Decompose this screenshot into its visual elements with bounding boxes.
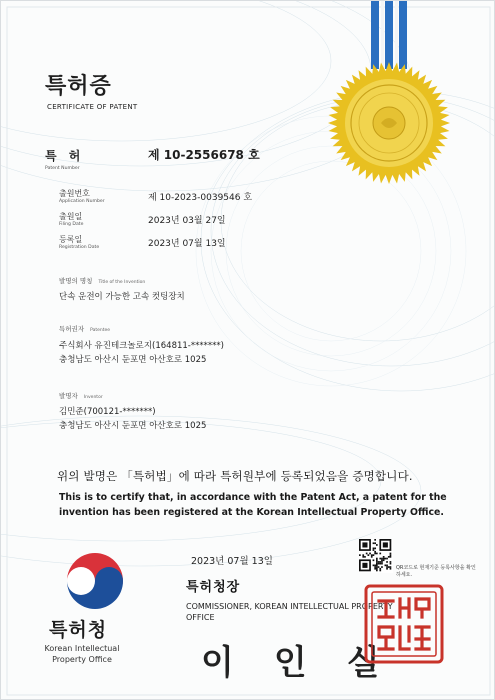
filing-date-value: 2023년 03월 27일: [148, 216, 226, 226]
registration-date-value: 2023년 07월 13일: [148, 239, 226, 249]
patentee-address: 충청남도 아산시 둔포면 아산호로 1025: [59, 355, 207, 365]
patent-number-value: 제 10-2556678 호: [148, 148, 260, 162]
invention-title-label: 발명의 명칭 Title of the Invention: [59, 277, 146, 285]
application-number-value: 제 10-2023-0039546 호: [148, 193, 253, 203]
gold-seal-icon: [327, 61, 451, 185]
qr-code-icon[interactable]: [359, 539, 393, 573]
commissioner-title-ko: 특허청장: [186, 580, 241, 595]
official-red-stamp-icon: [363, 583, 445, 665]
issuance-date: 2023년 07월 13일: [191, 556, 273, 567]
commissioner-signature: 이인실: [201, 643, 420, 683]
registration-date-label: 등록일 Registration Date: [59, 235, 100, 250]
certificate-title-en: CERTIFICATE OF PATENT: [47, 103, 138, 111]
patentee-label: 특허권자 Patentee: [59, 325, 111, 333]
inventor-label: 발명자 Inventor: [59, 392, 103, 400]
commissioner-title-en: COMMISSIONER, KOREAN INTELLECTUAL PROPERTY OFFICE: [186, 602, 393, 622]
ribbon-stripe: [399, 1, 407, 69]
ribbon-stripe: [371, 1, 379, 69]
ribbon-stripe: [385, 1, 393, 69]
office-name-ko: 특허청: [49, 619, 108, 641]
patentee-name: 주식회사 유진테크놀로지(164811-*******): [59, 341, 224, 351]
office-name-en: Korean Intellectual Property Office: [44, 644, 120, 664]
application-number-label: 출원번호 Application Number: [59, 189, 105, 204]
qr-code-note: QR코드로 현재기준 등록사항을 확인하세요.: [396, 565, 476, 578]
patent-number-label: 특 허 Patent Number: [45, 149, 85, 171]
inventor-name: 김민준(700121-*******): [59, 407, 156, 417]
certification-statement-en: This is to certify that, in accordance with the Patent Act, a patent for the invention has been registered at the Korean Intellectual Property Office.: [59, 492, 447, 518]
kipo-taegeuk-logo-icon: [63, 549, 127, 613]
inventor-address: 충청남도 아산시 둔포면 아산호로 1025: [59, 421, 207, 431]
certification-statement-ko: 위의 발명은 「특허법」에 따라 특허원부에 등록되었음을 증명합니다.: [57, 469, 413, 483]
filing-date-label: 출원일 Filing Date: [59, 212, 84, 227]
invention-title-value: 단속 운전이 가능한 고속 컷팅장치: [59, 292, 185, 302]
certificate-title: 특허증: [45, 74, 112, 99]
